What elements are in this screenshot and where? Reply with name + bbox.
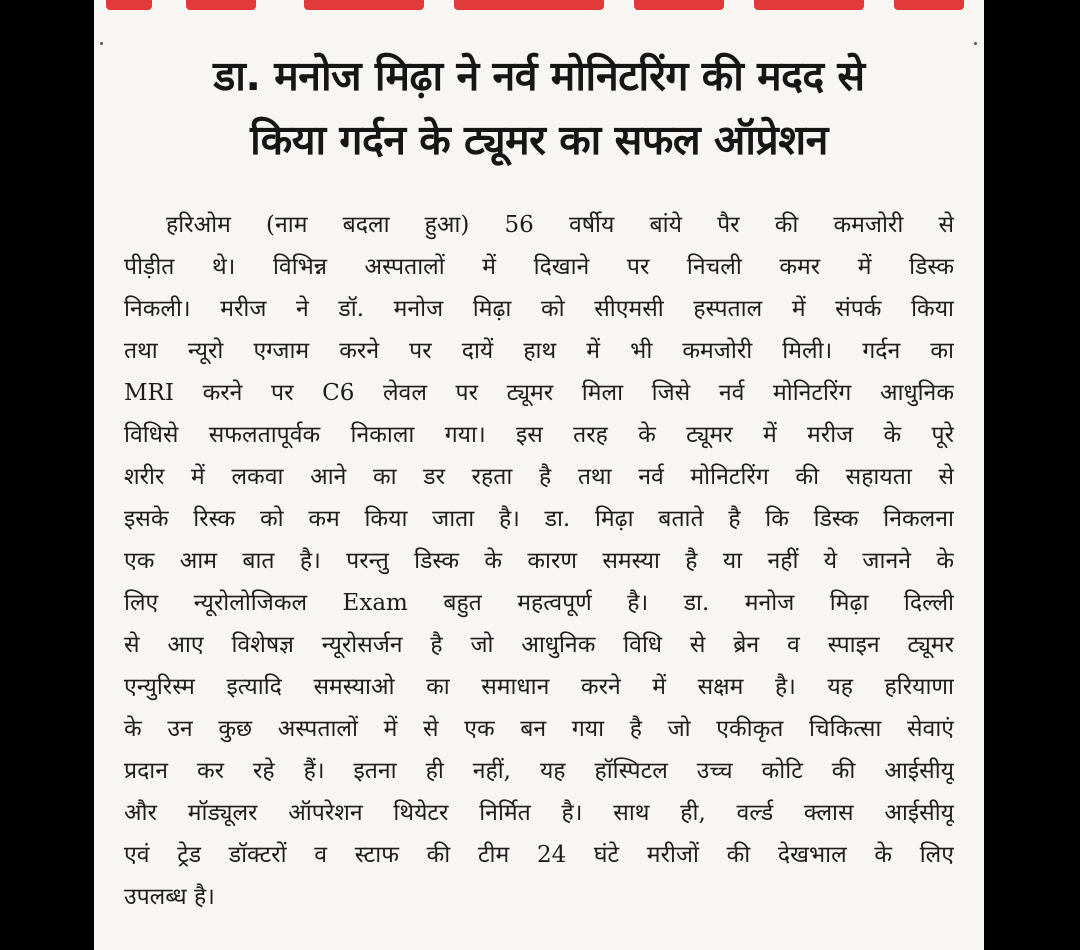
body-line: हरिओम (नाम बदला हुआ) 56 वर्षीय बांये पैर की कमजोरी से xyxy=(166,212,954,238)
headline-line: किया गर्दन के ट्यूमर का सफल ऑप्रेशन xyxy=(250,116,828,164)
print-speck xyxy=(100,42,103,45)
body-line: एवं ट्रेड डॉक्टरों व स्टाफ की टीम 24 घंटे मरीजों की देखभाल के लिए xyxy=(124,842,954,868)
body-line: और मॉड्यूलर ऑपरेशन थियेटर निर्मित है। साथ ही, वर्ल्ड क्लास आईसीयू xyxy=(124,800,954,826)
article-headline xyxy=(114,44,964,172)
red-text-fragment xyxy=(304,0,424,10)
red-text-fragment xyxy=(106,0,152,10)
body-line: MRI करने पर C6 लेवल पर ट्यूमर मिला जिसे नर्व मोनिटरिंग आधुनिक xyxy=(124,380,954,406)
body-line: एन्युरिस्म इत्यादि समस्याओ का समाधान करने में सक्षम है। यह हरियाणा xyxy=(124,674,954,700)
headline-line: डा. मनोज मिढ़ा ने नर्व मोनिटरिंग की मदद से xyxy=(213,52,865,100)
body-line: प्रदान कर रहे हैं। इतना ही नहीं, यह हॉस्पिटल उच्च कोटि की आईसीयू xyxy=(124,758,954,784)
print-speck xyxy=(974,42,977,45)
article-body xyxy=(124,204,954,918)
body-line: लिए न्यूरोलोजिकल Exam बहुत महत्वपूर्ण है। डा. मनोज मिढ़ा दिल्ली xyxy=(124,590,954,616)
body-line: उपलब्ध है। xyxy=(124,884,215,910)
red-text-fragment xyxy=(454,0,604,10)
red-text-fragment xyxy=(754,0,864,10)
red-text-fragment xyxy=(634,0,724,10)
body-line: के उन कुछ अस्पतालों में से एक बन गया है जो एकीकृत चिकित्सा सेवाएं xyxy=(124,716,954,742)
body-line: से आए विशेषज्ञ न्यूरोसर्जन है जो आधुनिक विधि से ब्रेन व स्पाइन ट्यूमर xyxy=(124,632,954,658)
body-line: विधिसे सफलतापूर्वक निकाला गया। इस तरह के ट्यूमर में मरीज के पूरे xyxy=(124,422,954,448)
body-line: शरीर में लकवा आने का डर रहता है तथा नर्व मोनिटरिंग की सहायता से xyxy=(124,464,954,490)
previous-headline-fragment xyxy=(94,0,984,14)
body-line: एक आम बात है। परन्तु डिस्क के कारण समस्या है या नहीं ये जानने के xyxy=(124,548,954,574)
red-text-fragment xyxy=(894,0,964,10)
newspaper-clipping xyxy=(94,0,984,950)
body-line: पीड़ीत थे। विभिन्न अस्पतालों में दिखाने पर निचली कमर में डिस्क xyxy=(124,254,954,280)
body-line: तथा न्यूरो एग्जाम करने पर दायें हाथ में भी कमजोरी मिली। गर्दन का xyxy=(124,338,954,364)
body-line: निकली। मरीज ने डॉ. मनोज मिढ़ा को सीएमसी हस्पताल में संपर्क किया xyxy=(124,296,954,322)
body-line: इसके रिस्क को कम किया जाता है। डा. मिढ़ा बताते है कि डिस्क निकलना xyxy=(124,506,954,532)
red-text-fragment xyxy=(186,0,256,10)
